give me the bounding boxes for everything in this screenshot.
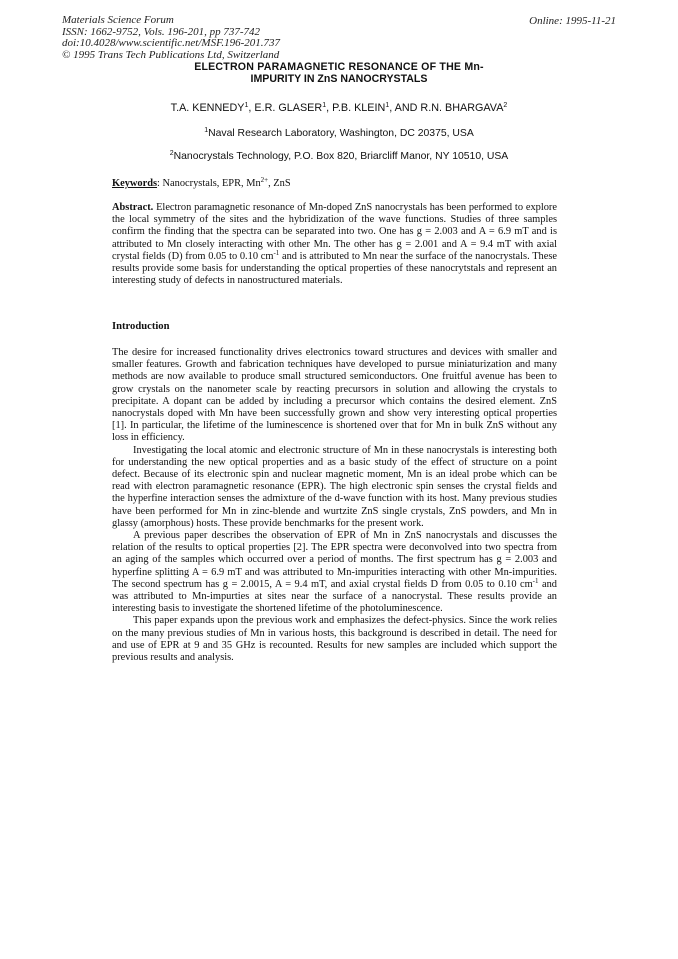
journal-doi[interactable]: doi:10.4028/www.scientific.net/MSF.196-201.737 bbox=[62, 37, 281, 49]
journal-issn: ISSN: 1662-9752, Vols. 196-201, pp 737-742 bbox=[62, 25, 260, 38]
author-glaser: E.R. GLASER bbox=[254, 102, 323, 114]
online-date: Online: 1995-11-21 bbox=[529, 15, 616, 27]
abstract: Abstract. Electron paramagnetic resonance of Mn-doped ZnS nanocrystals has been performed to explore the local symmetry of the sites and the hybridization of the wave functions. Studies of three samples confirm the finding that the spectra can be separated into two. One has g = 2.003 and A = 6.9 mT and is attributed to Mn closely interacting with other Mn. The other has g = 2.001 and A = 9.4 mT with axial crystal fields (D) from 0.05 to 0.10 $cm^{-1}$ and is attributed to Mn near the surface of the nanocrystals. These results provide some basis for understanding the optical properties of these nanocrytstals and represent an interesting study of defects in nanostructured materials. bbox=[112, 202, 557, 287]
paragraph: Investigating the local atomic and electronic structure of Mn in these nanocrystals is interesting both for understanding the new optical properties and as a basic study of the effect of structure on a point defect. Because of its electronic spin and nuclear magnetic moment, Mn is an ideal probe which can be read with electron paramagnetic resonance (EPR). The high electronic spin senses the crystal fields and the hyperfine interaction senses the admixture of the d-wave function with its host. Many previous studies have been performed for Mn in zinc-blende and wurtzite ZnS single crystals, ZnS powders, and Mn in glassy (amorphous) hosts. These provide benchmarks for the present work. bbox=[112, 444, 557, 529]
author-kennedy-affil: 1 bbox=[244, 102, 249, 109]
affiliation-1: $^1$Naval Research Laboratory, Washington, DC 20375, USA bbox=[204, 127, 474, 139]
paragraph: This paper expands upon the previous work and emphasizes the defect-physics. Since the work relies on the many previous studies of Mn in various hosts, this background is described in detail. The need for and use of EPR at 9 and 35 GHz is recounted. Results for new samples are included which support the previous results and analysis. bbox=[112, 615, 557, 664]
author-kennedy: T.A. KENNEDY bbox=[170, 102, 245, 114]
paragraph: The desire for increased functionality drives electronics toward structures and devices with smaller and smaller features. Growth and fabrication techniques have developed to pursue miniaturization and many methods are now available to produce small structured semiconductors. One fruitful avenue has been to grow crystals on the nanometer scale by reacting precursors in solution and allowing the crystals to precipitate. A dopant can be added by including a precursor which contains the desired element. ZnS nanocrystals doped with Mn have been successfully grown and show very interesting optical properties [1]. In particular, the lifetime of the luminescence is shortened over that for Mn in bulk ZnS without any loss in efficiency. bbox=[112, 347, 557, 444]
introduction-heading: Introduction bbox=[112, 321, 170, 332]
author-bhargava-affil: 2 bbox=[503, 102, 508, 109]
author-klein-affil: 1 bbox=[385, 102, 390, 109]
affiliation-2: $^2$Nanocrystals Technology, P.O. Box 820, Briarcliff Manor, NY 10510, USA bbox=[169, 150, 509, 162]
journal-name: Materials Science Forum bbox=[62, 14, 174, 26]
author-glaser-affil: 1 bbox=[322, 102, 327, 109]
abstract-label: Abstract. bbox=[112, 202, 154, 213]
introduction-body bbox=[112, 347, 557, 664]
paper-title-line-1: ELECTRON PARAMAGNETIC RESONANCE OF THE Mn- bbox=[194, 61, 484, 73]
paper-title-line-2: IMPURITY IN ZnS NANOCRYSTALS bbox=[250, 73, 428, 85]
author-list: T.A. KENNEDY$^1$, E.R. GLASER$^1$, P.B. KLEIN$^1$, AND R.N. BHARGAVA$^2$ bbox=[170, 102, 508, 114]
journal-copyright: © 1995 Trans Tech Publications Ltd, Switzerland bbox=[62, 48, 280, 61]
paragraph: A previous paper describes the observation of EPR of Mn in ZnS nanocrystals and discusses the relation of the results to optical properties [2]. The EPR spectra were deconvolved into two spectra from an aging of the samples which occurred over a period of months. The first spectrum has g = 2.003 and hyperfine splitting A = 6.9 mT and was attributed to Mn-impurities interacting with other Mn-impurities. The second spectrum has g = 2.0015, A = 9.4 mT, and axial crystal fields D from 0.05 to 0.10 $cm^{-1}$ and was attributed to Mn-impurties at sites near the surface of a nanocrystal. These results provide an interesting basis to investigate the shortened lifetime of the photoluminescence. bbox=[112, 530, 557, 615]
author-klein: P.B. KLEIN bbox=[332, 102, 386, 114]
keywords: Keywords: Nanocrystals, EPR, $Mn^{2+}$, ZnS bbox=[112, 176, 291, 189]
keywords-label: Keywords bbox=[112, 178, 158, 189]
journal-citation bbox=[62, 15, 280, 61]
author-bhargava: R.N. BHARGAVA bbox=[420, 102, 504, 114]
